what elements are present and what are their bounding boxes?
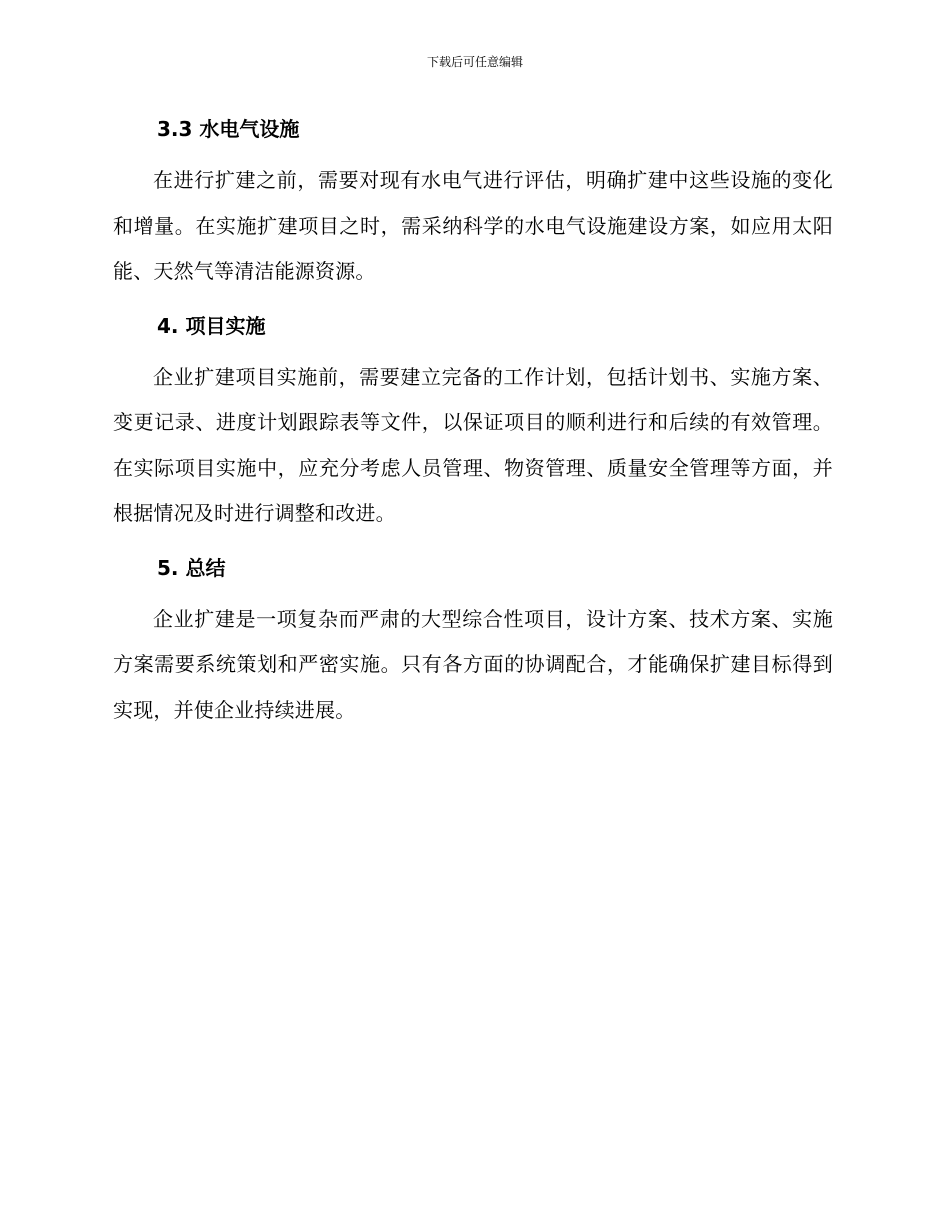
- section-heading-summary: 5. 总结: [157, 555, 226, 580]
- page-header: 下载后可任意编辑: [426, 55, 523, 69]
- section-paragraph-summary: 企业扩建是一项复杂而严肃的大型综合性项目，设计方案、技术方案、实施方案需要系统策划和严密实施。只有各方面的协调配合，才能确保扩建目标得到实现，并使企业持续进展。: [113, 606, 833, 722]
- section-heading-project-implementation: 4. 项目实施: [157, 313, 266, 338]
- section-paragraph-water-electric-gas: 在进行扩建之前，需要对现有水电气进行评估，明确扩建中这些设施的变化和增量。在实施扩建项目之时，需采纳科学的水电气设施建设方案，如应用太阳能、天然气等清洁能源资源。: [113, 168, 833, 283]
- section-paragraph-project-implementation: 企业扩建项目实施前，需要建立完备的工作计划，包括计划书、实施方案、变更记录、进度计划跟踪表等文件，以保证项目的顺利进行和后续的有效管理。在实际项目实施中，应充分考虑人员管理、物资管理、质量安全管理等方面，并根据情况及时进行调整和改进。: [113, 364, 833, 525]
- document-body: [113, 110, 833, 733]
- section-heading-water-electric-gas: 3.3 水电气设施: [157, 117, 300, 141]
